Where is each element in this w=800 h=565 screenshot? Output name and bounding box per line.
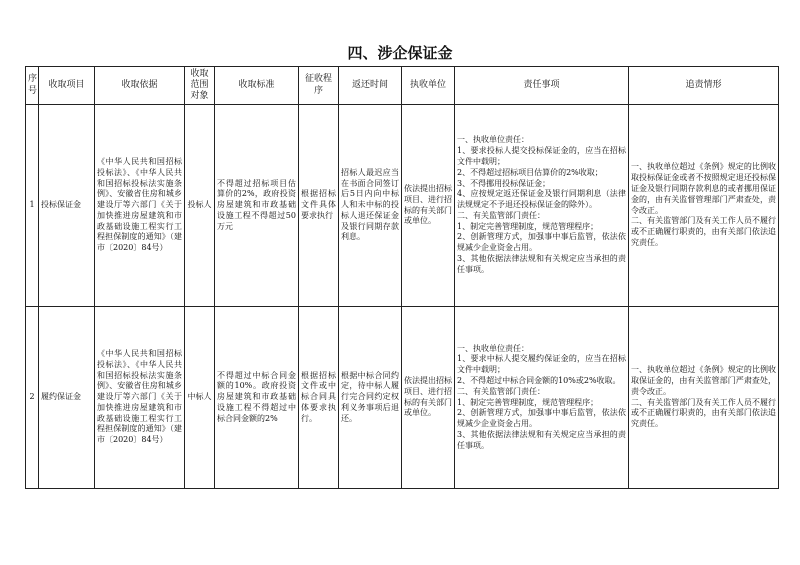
header-refund-time: 返还时间 — [339, 67, 402, 105]
row-seq: 1 — [26, 105, 39, 307]
row-duty — [455, 105, 629, 307]
row-procedure: 根据招标文件或中标合同具体要求执行。 — [299, 307, 339, 489]
row-unit: 依法提出招标项目、进行招标的有关部门或单位。 — [402, 307, 455, 489]
row-accountability — [629, 105, 779, 307]
header-item: 收取项目 — [39, 67, 95, 105]
duty-line: 二、有关监管部门责任： — [457, 386, 545, 396]
accountability-line: 二、有关监管部门及有关工作人员不履行或不正确履行职责的，由有关部门依法追究责任。 — [631, 216, 776, 247]
duty-line: 2、创新管理方式，加强事中事后监管，依法依规减少企业资金占用。 — [457, 232, 626, 253]
duty-line: 一、执收单位责任： — [457, 135, 529, 145]
duty-line: 一、执收单位责任： — [457, 343, 529, 353]
row-refund-time: 招标人最迟应当在书面合同签订后5日内向中标人和未中标的投标人退还保证金及银行同期存款利息。 — [339, 105, 402, 307]
header-scope: 收取范围对象 — [185, 67, 215, 105]
row-scope: 中标人 — [185, 307, 215, 489]
header-accountability: 追责情形 — [629, 67, 779, 105]
row-seq: 2 — [26, 307, 39, 489]
row-procedure: 根据招标文件具体要求执行 — [299, 105, 339, 307]
page-title: 四、涉企保证金 — [347, 44, 453, 62]
duty-line: 1、制定完善管理制度，规范管理程序； — [457, 397, 599, 407]
duty-line: 1、要求投标人提交投标保证金的，应当在招标文件中载明； — [457, 146, 626, 166]
guarantee-table — [25, 66, 779, 489]
accountability-line: 一、执收单位超过《条例》规定的比例收取保证金的，由有关监管部门严肃查处，责令改正。 — [631, 365, 776, 396]
duty-line: 2、不得超过招标项目估算价的2%收取； — [457, 167, 603, 177]
row-item: 履约保证金 — [39, 307, 95, 489]
table-header-row — [26, 67, 779, 105]
header-standard: 收取标准 — [215, 67, 299, 105]
duty-line: 1、制定完善管理制度，规范管理程序； — [457, 221, 599, 231]
table-row — [26, 105, 779, 307]
duty-line: 2、不得超过中标合同金额的10%或2%收取。 — [457, 375, 621, 385]
row-item: 投标保证金 — [39, 105, 95, 307]
row-basis: 《中华人民共和国招标投标法》、《中华人民共和国招标投标法实施条例》、安徽省住房和城乡建设厅等六部门《关于加快推进房屋建筑和市政基础设施工程实行工程担保制度的通知》（建市〔2020〕84号） — [95, 307, 185, 489]
row-accountability — [629, 307, 779, 489]
duty-line: 1、要求中标人提交履约保证金的，应当在招标文件中载明； — [457, 354, 626, 375]
duty-line: 3、其他依据法律法规和有关规定应当承担的责任事项。 — [457, 429, 626, 450]
accountability-line: 二、有关监管部门及有关工作人员不履行或不正确履行职责的，由有关部门依法追究责任。 — [631, 397, 776, 429]
duty-line: 2、创新管理方式，加强事中事后监管，依法依规减少企业资金占用。 — [457, 408, 626, 429]
table-row — [26, 307, 779, 489]
duty-line: 二、有关监管部门责任： — [457, 210, 545, 220]
header-unit: 执收单位 — [402, 67, 455, 105]
duty-line: 3、不得挪用投标保证金； — [457, 178, 551, 188]
row-standard: 不得超过招标项目估算价的2%，政府投资房屋建筑和市政基础设施工程不得超过50万元 — [215, 105, 299, 307]
row-basis: 《中华人民共和国招标投标法》、《中华人民共和国招标投标法实施条例》、安徽省住房和城乡建设厅等六部门《关于加快推进房屋建筑和市政基础设施工程实行工程担保制度的通知》（建市〔2020〕84号） — [95, 105, 185, 307]
duty-line: 4、应按规定返还保证金及银行同期利息（法律法规规定不予退还投标保证金的除外）。 — [457, 189, 626, 210]
row-unit: 依法提出招标项目、进行招标的有关部门或单位。 — [402, 105, 455, 307]
duty-line: 3、其他依据法律法规和有关规定应当承担的责任事项。 — [457, 254, 626, 274]
header-duty: 责任事项 — [455, 67, 629, 105]
row-scope: 投标人 — [185, 105, 215, 307]
row-standard: 不得超过中标合同金额的10%。政府投资房屋建筑和市政基础设施工程不得超过中标合同金额的2% — [215, 307, 299, 489]
header-seq: 序号 — [26, 67, 39, 105]
row-duty — [455, 307, 629, 489]
header-basis: 收取依据 — [95, 67, 185, 105]
accountability-line: 一、执收单位超过《条例》规定的比例收取投标保证金或者不按照规定退还投标保证金及银行同期存款利息的或者挪用保证金的，由有关监督管理部门严肃查处，责令改正。 — [631, 162, 776, 215]
row-refund-time: 根据中标合同约定，待中标人履行完合同约定权利义务事项后退还。 — [339, 307, 402, 489]
header-procedure: 征收程序 — [299, 67, 339, 105]
